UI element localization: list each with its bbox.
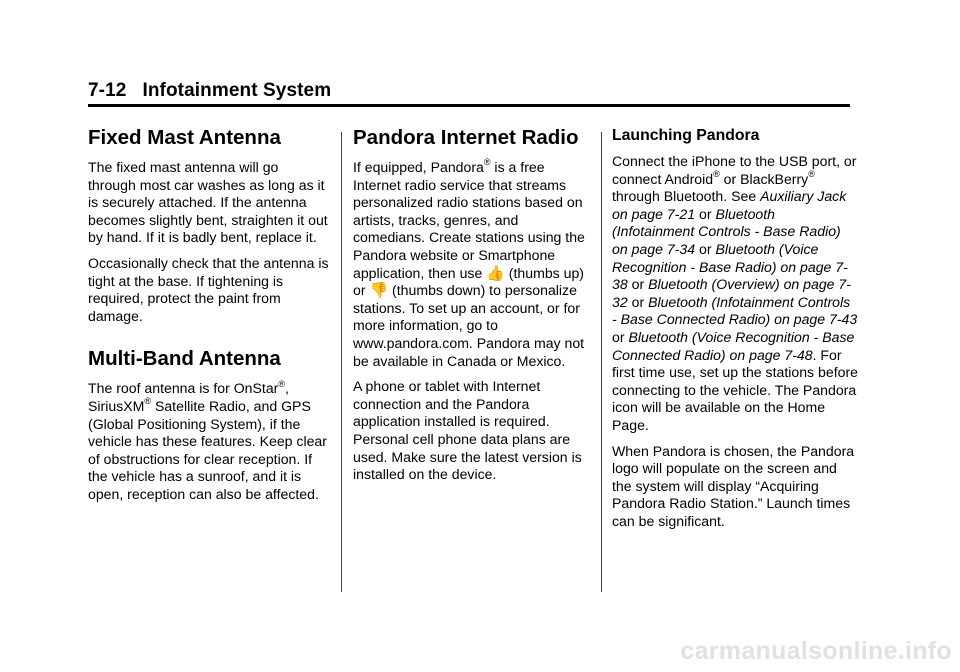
page-header [88,80,331,102]
header-rule [88,104,850,107]
launching-pandora-heading: Launching Pandora [612,127,760,144]
antenna-check-paragraph: Occasionally check that the antenna is tight at the base. If tightening is required, protect the paint from damage. [88,254,329,324]
cross-reference-link[interactable]: Bluetooth (Voice Recognition - Base Connected Radio) on page 7-48 [612,328,855,363]
column-2 [353,126,591,492]
multi-band-heading: Multi-Band Antenna [88,347,281,371]
pandora-requirements-paragraph: A phone or tablet with Internet connection and the Pandora application installed is required. Personal cell phone data plans are used. Make sure the latest version is installed on the device. [353,378,582,483]
launching-paragraph: Connect the iPhone to the USB port, or connect Android® or BlackBerry® through Bluetooth. See Auxiliary Jack on page 7-21 or Bluetooth (Infotainment Controls - Base Radio) on page 7-34 or Bluetooth (Voice Recognition - Base Radio) on page 7-38 or Bluetooth (Overview) on page 7-32 or Bluetooth (Infotainment Controls - Base Connected Radio) on page 7-43 or Bluetooth (Voice Recognition - Base Connected Radio) on page 7-48. For first time use, set up the stations before connecting to the vehicle. The Pandora icon will be available on the Home Page. [612,153,858,433]
thumbs-up-icon: 👍 [486,264,505,282]
pandora-heading: Pandora Internet Radio [353,126,579,149]
watermark: carmanualsonline.info [680,637,952,665]
column-divider [601,132,602,592]
cross-reference-link[interactable]: Bluetooth (Infotainment Controls - Base Connected Radio) on page 7-43 [612,293,858,328]
thumbs-down-icon: 👎 [369,282,389,300]
column-divider [341,132,342,592]
column-1 [88,126,330,512]
fixed-mast-heading: Fixed Mast Antenna [88,126,281,149]
chapter-title: Infotainment System [142,80,332,101]
cross-reference-link[interactable]: Bluetooth (Overview) on page 7-32 [612,276,851,310]
pandora-chosen-paragraph: When Pandora is chosen, the Pandora logo will populate on the screen and the system will display “Acquiring Pandora Radio Station.” Launch times can be significant. [612,442,855,529]
column-3 [612,126,858,538]
multi-band-paragraph: The roof antenna is for OnStar®, SiriusXM® Satellite Radio, and GPS (Global Positioning System), if the vehicle has these features. Keep clear of obstructions for clear reception. If the vehicle has a sunroof, and it is open, reception can also be affected. [88,378,327,502]
pandora-intro-paragraph: If equipped, Pandora® is a free Internet radio service that streams personalized radio stations based on artists, tracks, genres, and comedians. Create stations using the Pandora website or Smartphone application, then use 👍 (thumbs up) or 👎 (thumbs down) to personalize stations. To set up an account, or for more information, go to www.pandora.com. Pandora may not be available in Canada or Mexico. [353,157,585,369]
cross-reference-link[interactable]: Bluetooth (Infotainment Controls - Base Radio) on page 7-34 [612,205,841,257]
fixed-mast-paragraph: The fixed mast antenna will go through most car washes as long as it is securely attached. If the antenna becomes slightly bent, straighten it out by hand. If it is badly bent, replace it. [88,159,328,246]
page-number: 7-12 [88,80,127,101]
cross-reference-link[interactable]: Bluetooth (Voice Recognition - Base Radio) on page 7-38 [612,240,848,293]
cross-reference-link[interactable]: Auxiliary Jack on page 7-21 [612,188,847,222]
